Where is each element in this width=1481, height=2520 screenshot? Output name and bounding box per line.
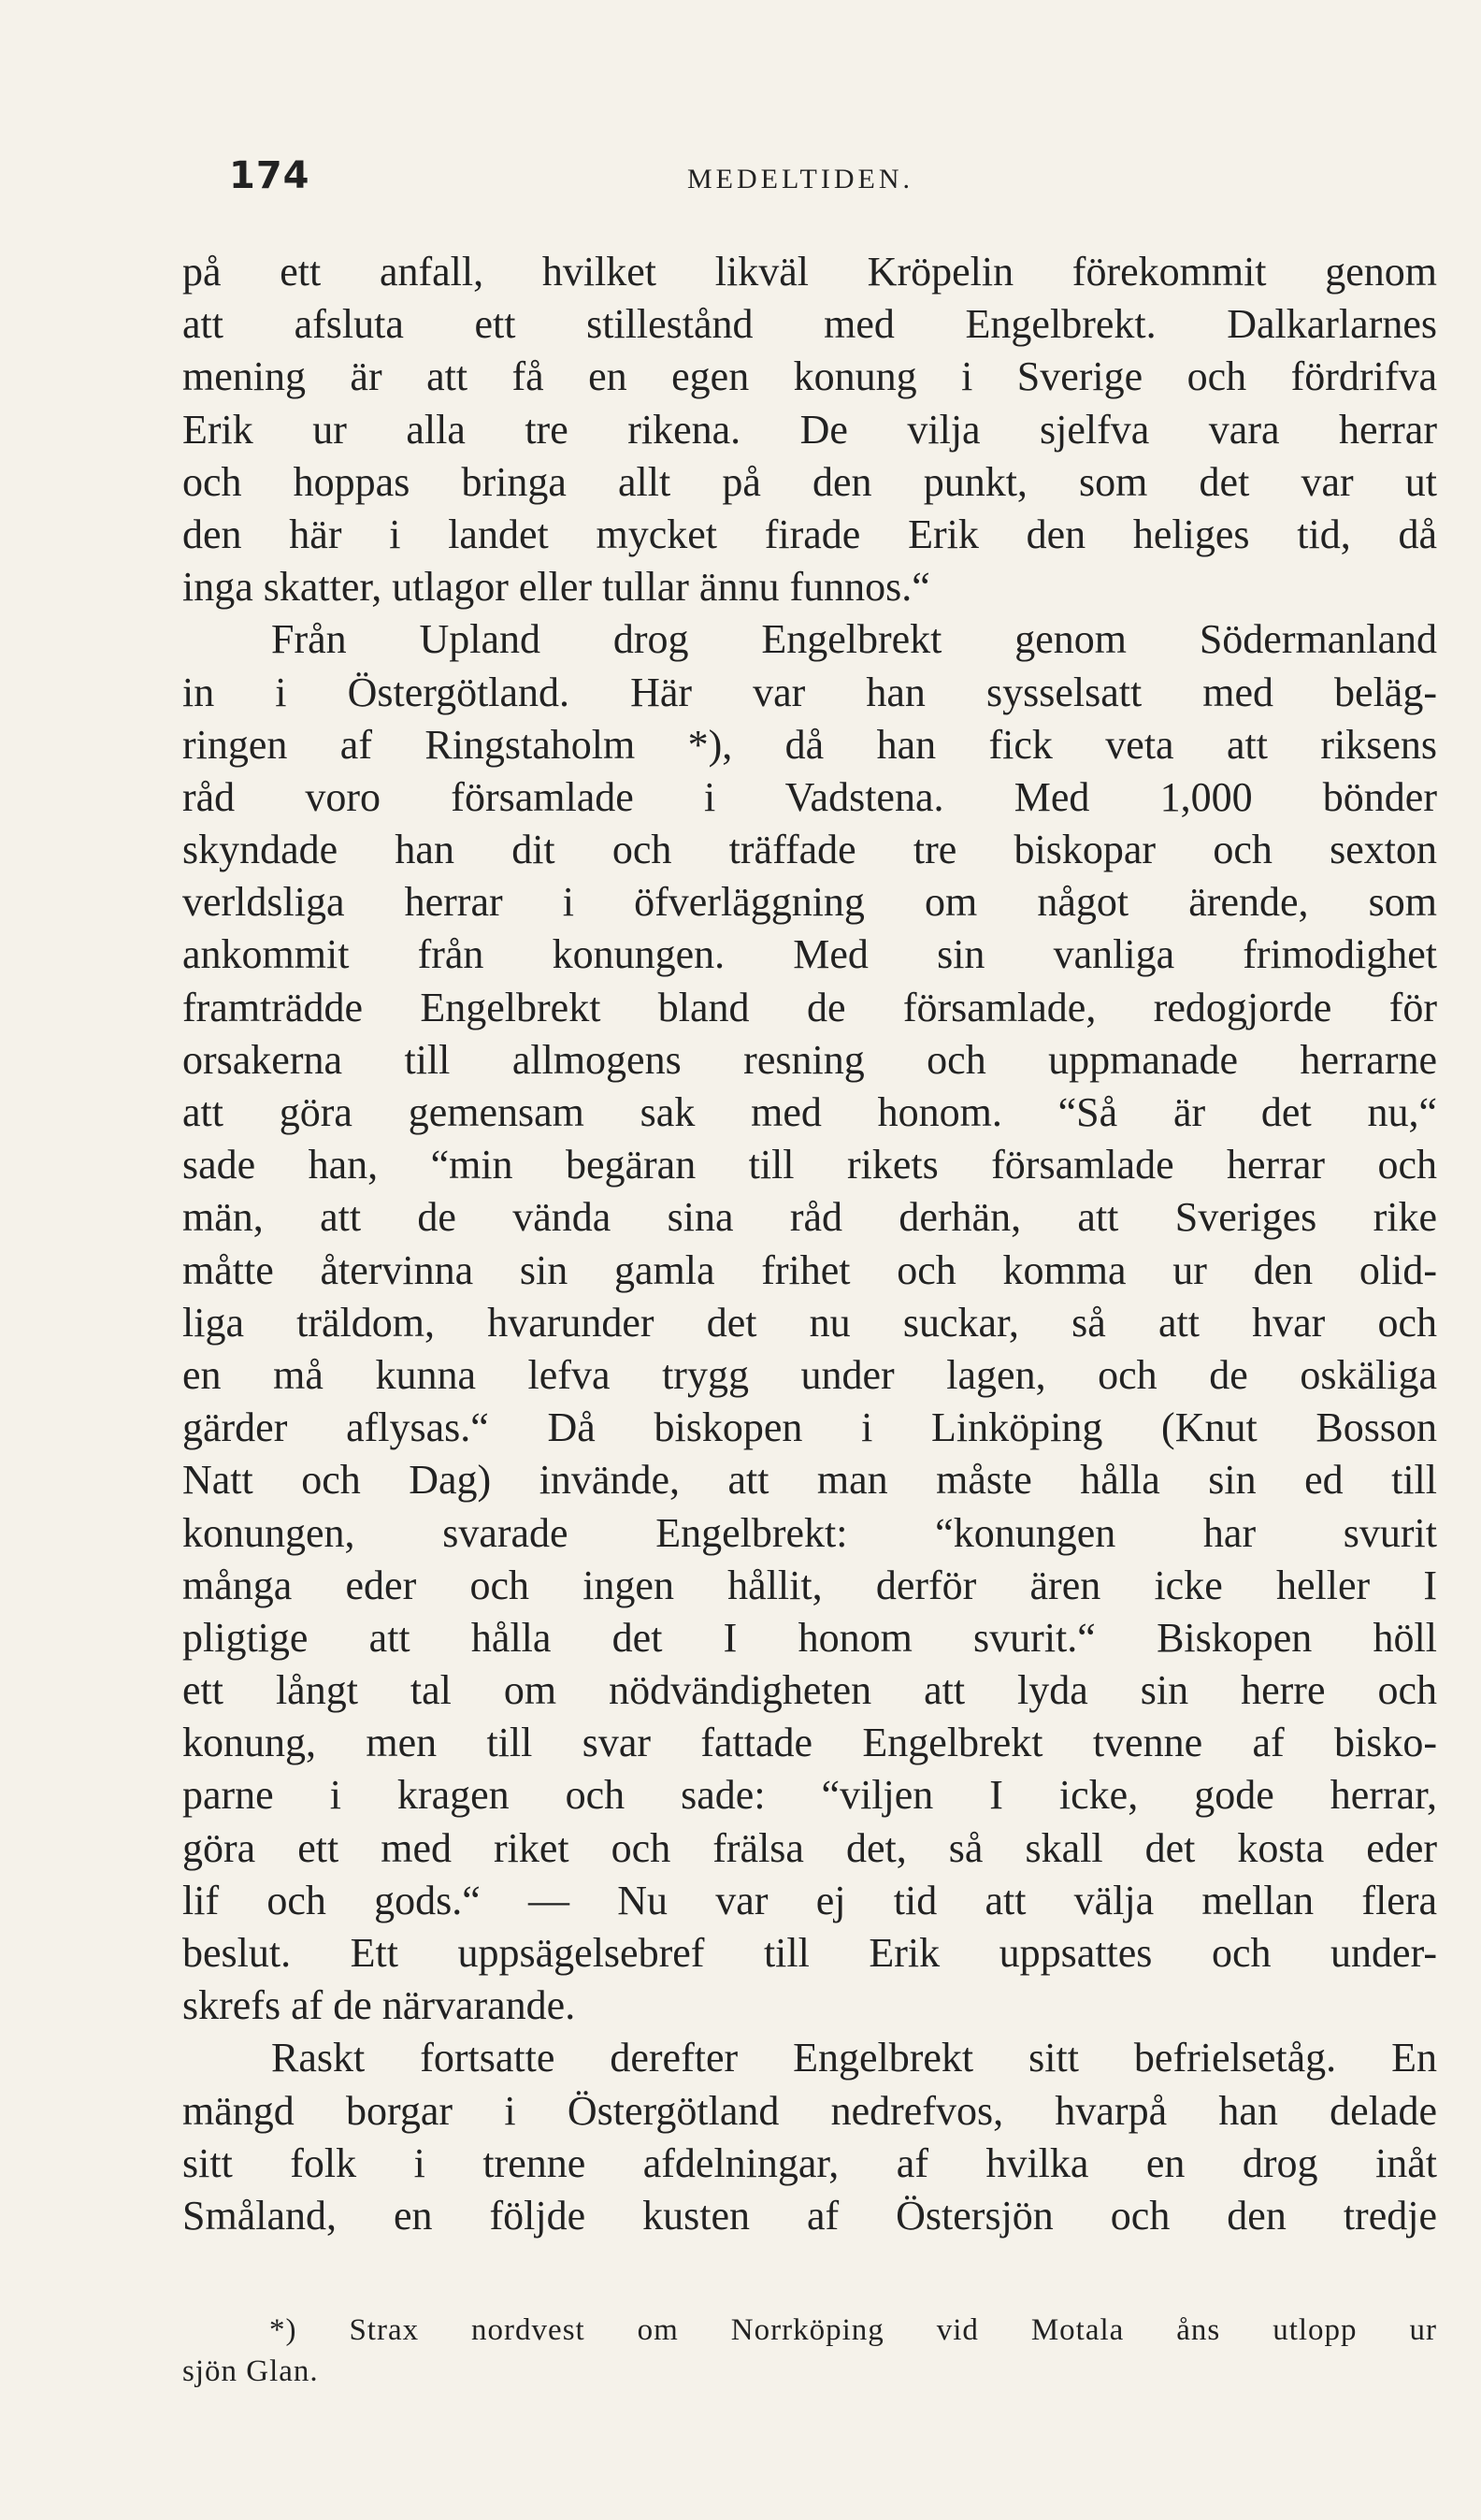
text-line: Erik ur alla tre rikena. De vilja sjelfva vara herrar bbox=[182, 406, 1437, 453]
running-head: MEDELTIDEN. bbox=[687, 164, 914, 194]
text-line: Raskt fortsatte derefter Engelbrekt sitt befrielsetåg. En bbox=[271, 2035, 1437, 2081]
page-number: 174 bbox=[229, 154, 310, 197]
text-line: och hoppas bringa allt på den punkt, som det var ut bbox=[182, 458, 1437, 505]
text-line: pligtige att hålla det I honom svurit.“ Biskopen höll bbox=[182, 1614, 1437, 1661]
text-line: många eder och ingen hållit, derför ären icke heller I bbox=[182, 1562, 1437, 1608]
text-line: framträdde Engelbrekt bland de församlade, redogjorde för bbox=[182, 984, 1437, 1030]
text-line: Från Upland drog Engelbrekt genom Södermanland bbox=[271, 616, 1437, 663]
text-line: att afsluta ett stillestånd med Engelbrekt. Dalkarlarnes bbox=[182, 301, 1437, 348]
text-line: parne i kragen och sade: “viljen I icke, gode herrar, bbox=[182, 1772, 1437, 1819]
footnote-line: *) Strax nordvest om Norrköping vid Motala åns utlopp ur bbox=[269, 2313, 1437, 2347]
text-line: att göra gemensam sak med honom. “Så är det nu,“ bbox=[182, 1089, 1437, 1135]
text-line: konung, men till svar fattade Engelbrekt tvenne af bisko- bbox=[182, 1720, 1437, 1766]
text-line: måtte återvinna sin gamla frihet och komma ur den olid- bbox=[182, 1246, 1437, 1293]
text-line: sade han, “min begäran till rikets församlade herrar och bbox=[182, 1142, 1437, 1188]
body-text bbox=[182, 246, 1437, 2242]
text-line: sitt folk i trenne afdelningar, af hvilka en drog inåt bbox=[182, 2139, 1437, 2186]
text-line: gärder aflysas.“ Då biskopen i Linköping (Knut Bosson bbox=[182, 1404, 1437, 1451]
text-line: beslut. Ett uppsägelsebref till Erik uppsattes och under- bbox=[182, 1930, 1437, 1976]
page-header bbox=[229, 154, 1445, 210]
text-line: inga skatter, utlagor eller tullar ännu funnos.“ bbox=[182, 564, 930, 611]
footnote-line: sjön Glan. bbox=[182, 2354, 319, 2388]
text-line: lif och gods.“ — Nu var ej tid att välja mellan flera bbox=[182, 1877, 1437, 1923]
text-line: råd voro församlade i Vadstena. Med 1,000 bönder bbox=[182, 773, 1437, 820]
text-line: ett långt tal om nödvändigheten att lyda sin herre och bbox=[182, 1667, 1437, 1714]
text-line: en må kunna lefva trygg under lagen, och de oskäliga bbox=[182, 1351, 1437, 1398]
text-line: konungen, svarade Engelbrekt: “konungen har svurit bbox=[182, 1509, 1437, 1556]
text-line: ringen af Ringstaholm *), då han fick veta att riksens bbox=[182, 721, 1437, 768]
text-line: göra ett med riket och frälsa det, så skall det kosta eder bbox=[182, 1824, 1437, 1871]
text-line: mening är att få en egen konung i Sverige och fördrifva bbox=[182, 353, 1437, 400]
text-line: skrefs af de närvarande. bbox=[182, 1982, 576, 2029]
text-line: liga träldom, hvarunder det nu suckar, så att hvar och bbox=[182, 1299, 1437, 1346]
text-line: män, att de vända sina råd derhän, att Sveriges rike bbox=[182, 1194, 1437, 1241]
text-line: skyndade han dit och träffade tre biskopar och sexton bbox=[182, 827, 1437, 873]
text-line: Småland, en följde kusten af Östersjön och den tredje bbox=[182, 2192, 1437, 2239]
text-line: mängd borgar i Östergötland nedrefvos, hvarpå han delade bbox=[182, 2087, 1437, 2134]
text-line: in i Östergötland. Här var han sysselsatt med beläg- bbox=[182, 669, 1437, 715]
text-line: ankommit från konungen. Med sin vanliga frimodighet bbox=[182, 931, 1437, 978]
footnote bbox=[182, 2310, 1437, 2392]
text-line: på ett anfall, hvilket likväl Kröpelin förekommit genom bbox=[182, 249, 1437, 295]
text-line: orsakerna till allmogens resning och uppmanade herrarne bbox=[182, 1036, 1437, 1083]
text-line: verldsliga herrar i öfverläggning om något ärende, som bbox=[182, 879, 1437, 926]
text-line: den här i landet mycket firade Erik den heliges tid, då bbox=[182, 511, 1437, 557]
text-line: Natt och Dag) invände, att man måste hålla sin ed till bbox=[182, 1457, 1437, 1504]
